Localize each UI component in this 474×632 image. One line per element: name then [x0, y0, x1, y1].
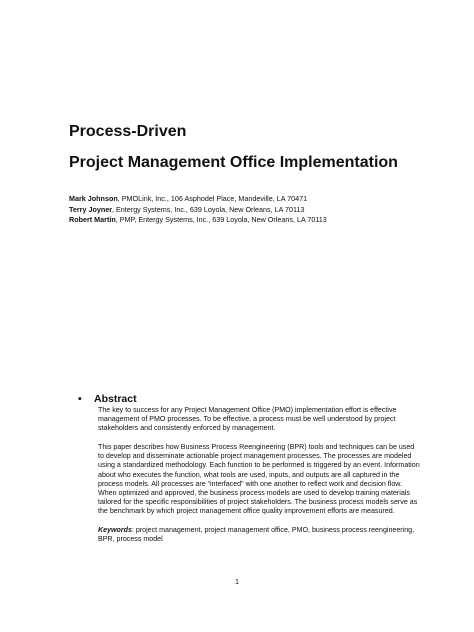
keywords-text: : project management, project management office, PMO, business process reengineering, BPR, process model	[98, 525, 415, 544]
title-line-2: Project Management Office Implementation	[69, 154, 398, 171]
author-entry	[69, 205, 327, 216]
author-list	[69, 194, 327, 226]
bullet-icon: •	[78, 393, 82, 405]
keywords-label: Keywords	[98, 525, 132, 534]
title-line-1: Process-Driven	[69, 123, 187, 140]
author-affiliation: , PMP, Entergy Systems, Inc., 639 Loyola, New Orleans, LA 70113	[115, 215, 327, 224]
abstract-paragraph: This paper describes how Business Process Reengineering (BPR) tools and techniques can be used to develop and disseminate actionable project management processes. The processes are modeled using a standardized methodology. Each function to be performed is triggered by an event. Information about who executes the function, what tools are used, inputs, and outputs are all captured in the process models. All processes are “interfaced” with one another to reflect work and decision flow. When optimized and approved, the business process models are used to develop training materials tailored for the specific responsibilities of project stakeholders. The business process models serve as the benchmark by which project management office quality improvement efforts are measured.	[98, 442, 420, 516]
page-number: 1	[235, 577, 239, 586]
abstract-heading-text: Abstract	[94, 393, 137, 405]
author-affiliation: , Entergy Systems, Inc., 639 Loyola, New Orleans, LA 70113	[112, 204, 305, 214]
abstract-paragraph: The key to success for any Project Management Office (PMO) implementation effort is effective management of PMO processes. To be effective, a process must be well understood by project stakeholders and consistently enforced by management.	[98, 406, 397, 433]
abstract-heading	[78, 393, 137, 406]
author-entry	[69, 215, 327, 226]
author-affiliation: , PMOLink, Inc., 106 Asphodel Place, Mandeville, LA 70471	[117, 194, 308, 203]
author-name: Terry Joyner	[69, 204, 113, 214]
author-name: Robert Martin	[69, 215, 116, 224]
keywords	[98, 526, 420, 544]
author-entry	[69, 194, 327, 205]
abstract-body	[98, 406, 420, 544]
author-name: Mark Johnson	[69, 194, 118, 203]
